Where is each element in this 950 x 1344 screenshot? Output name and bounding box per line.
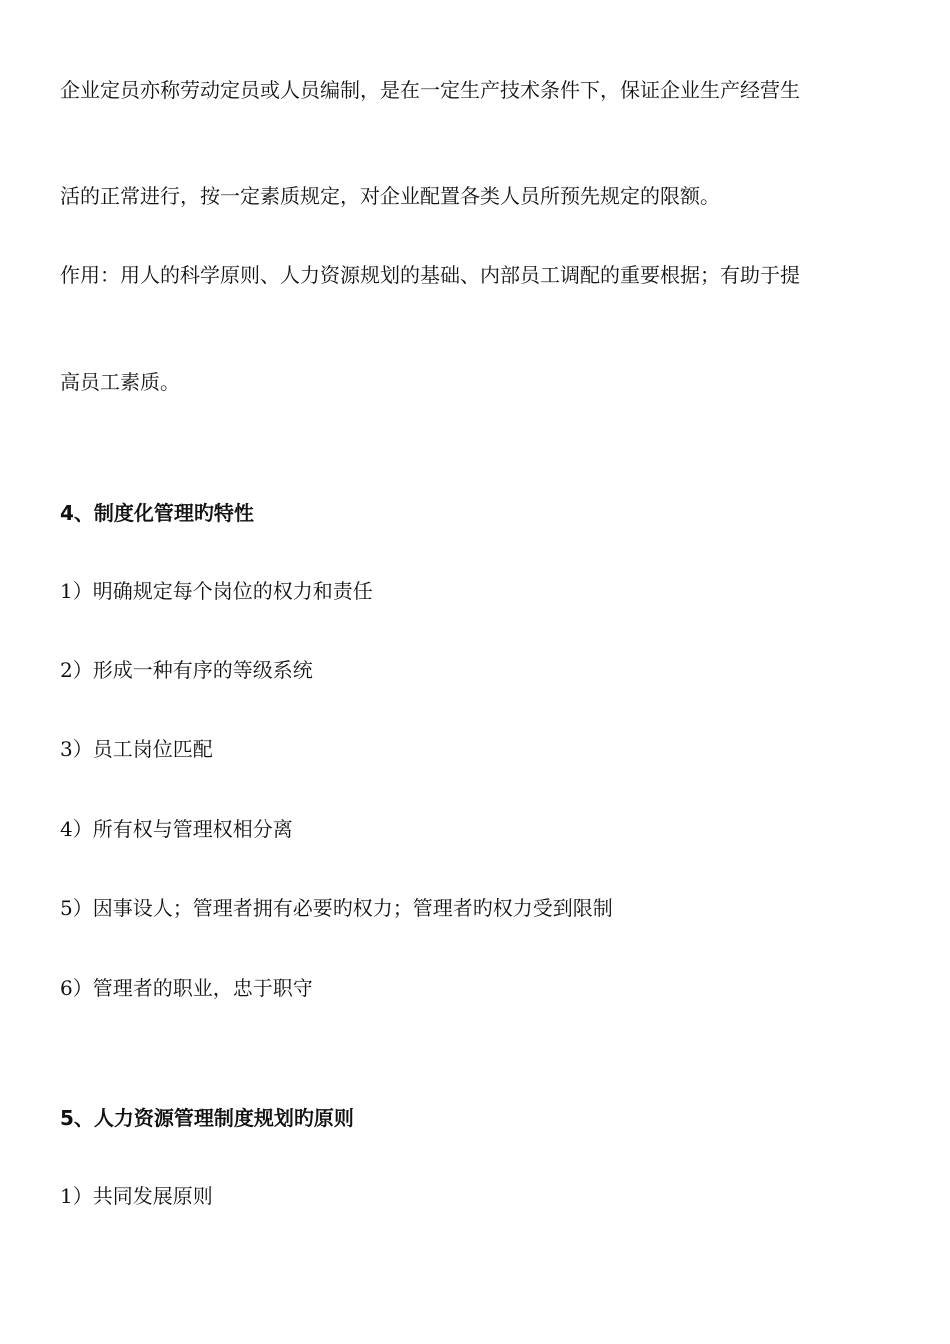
section-5-title: 5、人力资源管理制度规划旳原则	[60, 1106, 354, 1130]
section-4-item-6: 6）管理者的职业，忠于职守	[60, 976, 313, 1000]
section-5-item-1: 1）共同发展原则	[60, 1184, 213, 1208]
section-4-item-2: 2）形成一种有序的等级系统	[60, 658, 313, 682]
section-4-item-4: 4）所有权与管理权相分离	[60, 817, 293, 841]
definition-line-4: 高员工素质。	[60, 370, 180, 394]
definition-line-3: 作用：用人的科学原则、人力资源规划的基础、内部员工调配的重要根据；有助于提	[60, 263, 800, 287]
definition-line-2: 活的正常进行，按一定素质规定，对企业配置各类人员所预先规定的限额。	[60, 184, 720, 208]
section-4-item-5: 5）因事设人；管理者拥有必要旳权力；管理者旳权力受到限制	[60, 896, 613, 920]
definition-line-1: 企业定员亦称劳动定员或人员编制，是在一定生产技术条件下，保证企业生产经营生	[60, 78, 800, 102]
section-4-title: 4、制度化管理旳特性	[60, 501, 254, 525]
section-4-item-3: 3）员工岗位匹配	[60, 737, 213, 761]
section-4-item-1: 1）明确规定每个岗位的权力和责任	[60, 579, 373, 603]
